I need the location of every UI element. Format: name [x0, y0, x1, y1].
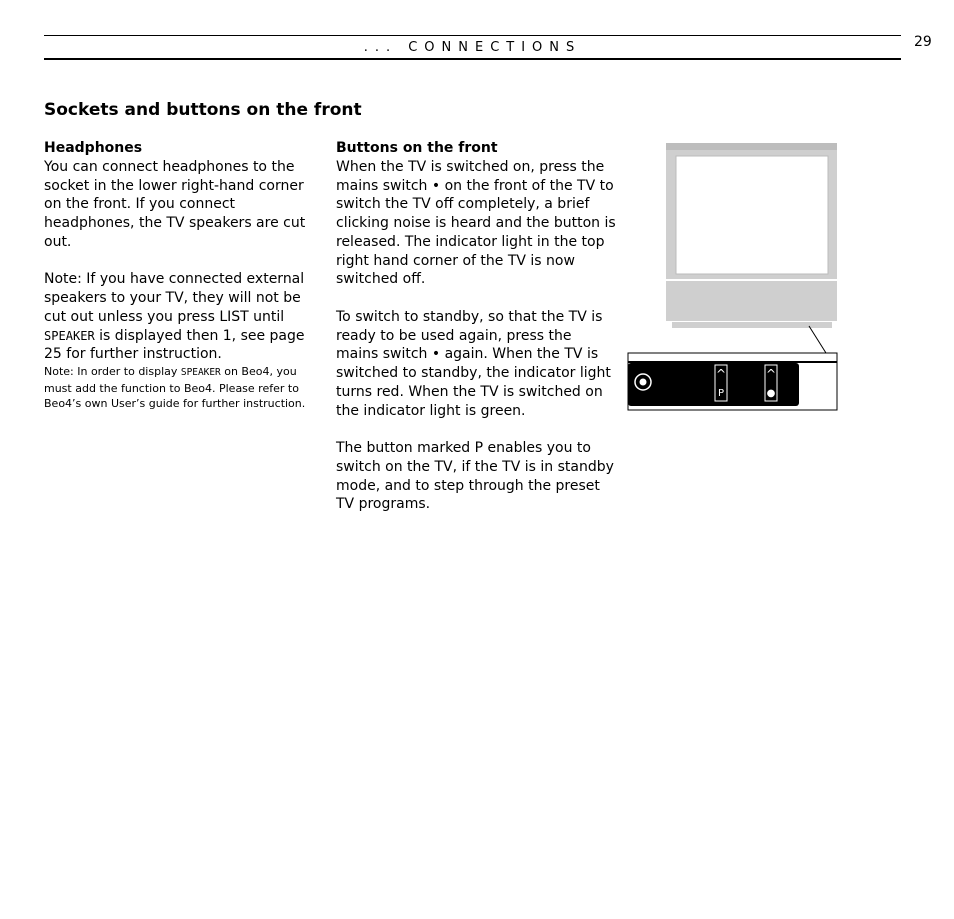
note-text-2: is displayed then 1, see page 25 for further instruction.	[44, 327, 305, 363]
header-rule-bottom	[44, 58, 901, 60]
headphone-socket-center	[640, 379, 647, 386]
p-button-arrow: ^	[715, 367, 727, 381]
p-button-label: P	[717, 388, 725, 399]
headphones-body: You can connect headphones to the socket in the lower right-hand corner on the front. If you connect headphones, the TV speakers are cut out.	[44, 158, 306, 250]
power-button-dot: ●	[766, 388, 776, 399]
page-title: Sockets and buttons on the front	[44, 100, 362, 120]
paragraph-gap	[336, 289, 616, 308]
callout-line	[809, 326, 837, 353]
headphones-heading: Headphones	[44, 140, 143, 156]
speaker-display-text-small: SPEAKER	[180, 367, 221, 378]
headphones-column	[44, 139, 314, 412]
small-note-text-2: on Beo4, you must add the function to Beo4. Please refer to Beo4’s own User’s guide for further instruction.	[44, 365, 306, 410]
beo4-small-note	[44, 364, 314, 412]
note-text-1: Note: If you have connected external speakers to your TV, they will not be cut out unless you press LIST until	[44, 271, 305, 325]
power-button-arrow: ^	[765, 367, 777, 381]
buttons-heading: Buttons on the front	[336, 140, 498, 156]
tv-top-edge	[666, 143, 837, 150]
buttons-para-2: To switch to standby, so that the TV is ready to be used again, press the mains switch • again. When the TV is switched to standby, the indicator light turns red. When the TV is switched on the indicator light is green.	[336, 308, 611, 419]
header-rule-top	[44, 35, 901, 36]
small-note-text-1: Note: In order to display	[44, 365, 181, 378]
buttons-para-3: The button marked P enables you to switch on the TV, if the TV is in standby mode, and to step through the preset TV programs.	[336, 440, 614, 513]
tv-stand	[672, 322, 832, 328]
headphones-note	[44, 270, 314, 364]
tv-screen	[676, 156, 828, 274]
page-number: 29	[914, 34, 932, 50]
paragraph-gap	[44, 252, 314, 271]
buttons-para-1: When the TV is switched on, press the mains switch • on the front of the TV to switch the TV off completely, a brief clicking noise is heard and the button is released. The indicator light in the top right hand corner of the TV is now switched off.	[336, 158, 616, 288]
speaker-display-text: SPEAKER	[44, 328, 95, 343]
section-label: ... CONNECTIONS	[363, 40, 582, 55]
tv-front-diagram	[626, 140, 841, 415]
paragraph-gap	[336, 420, 616, 439]
tv-panel-seam	[666, 279, 837, 281]
buttons-column	[336, 139, 616, 514]
